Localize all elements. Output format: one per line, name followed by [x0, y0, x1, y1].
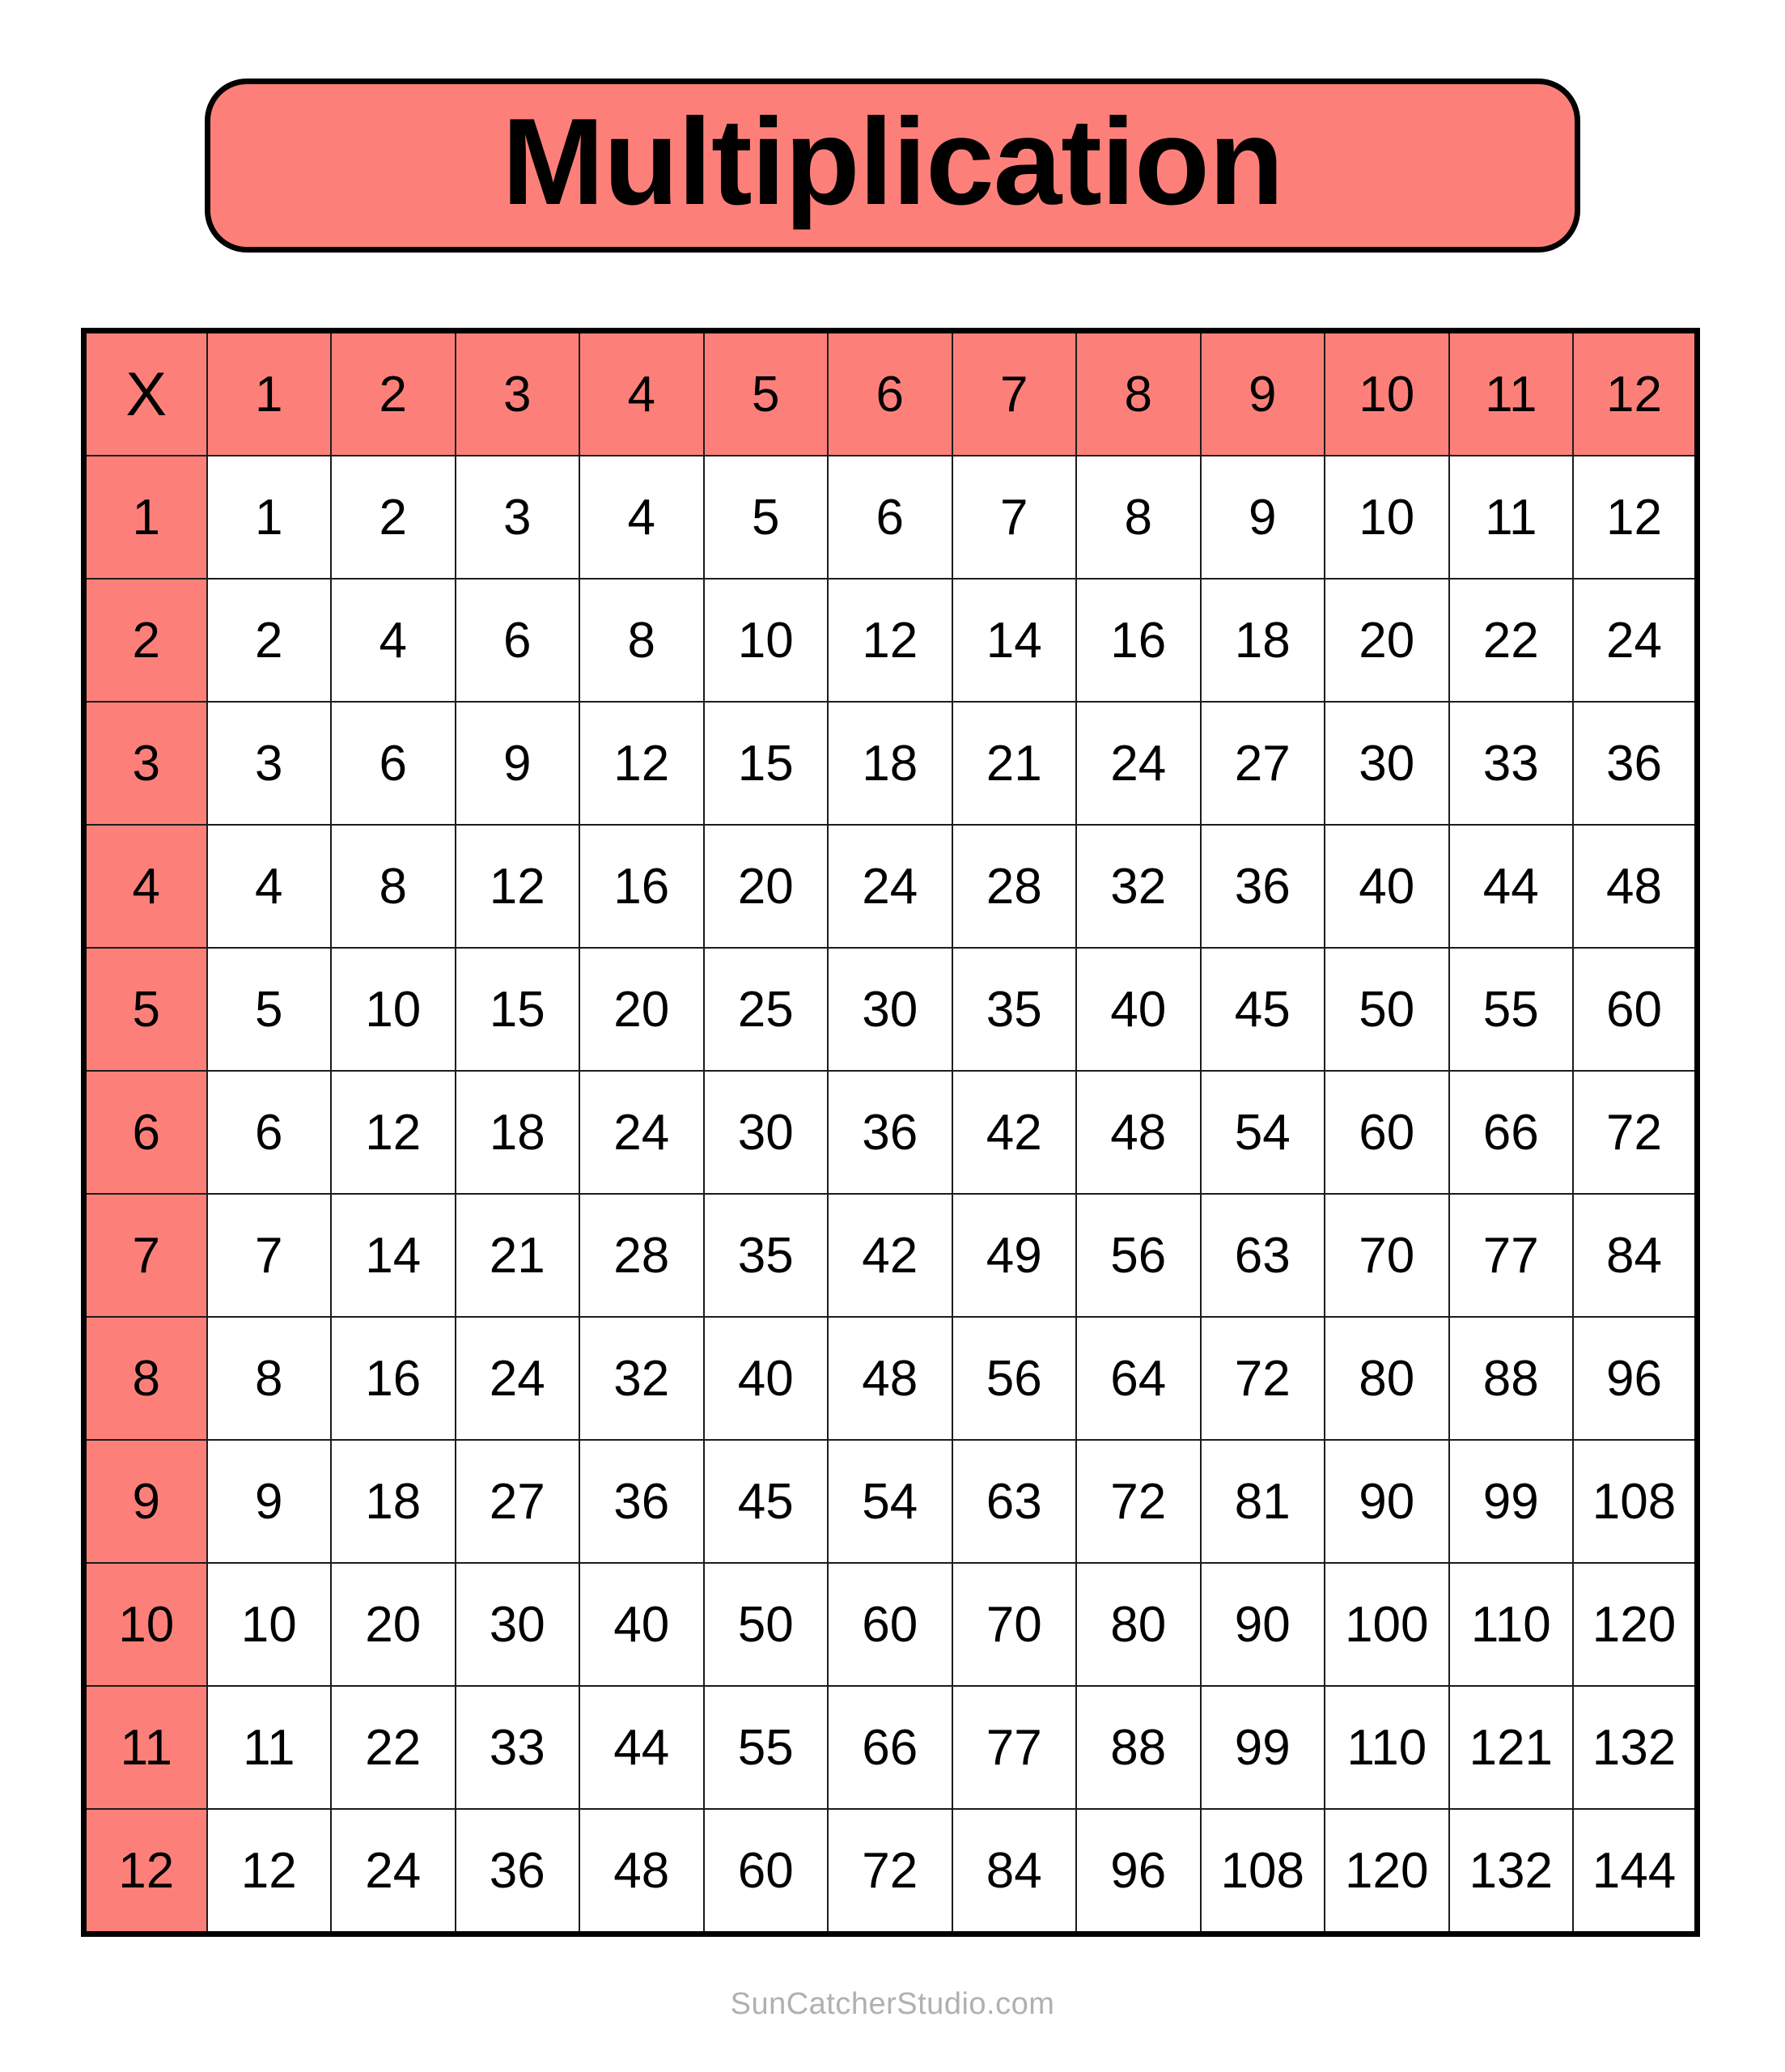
cell-10-4: 40: [579, 1563, 704, 1686]
cell-10-6: 60: [828, 1563, 952, 1686]
cell-2-10: 20: [1325, 579, 1449, 702]
column-header-7: 7: [952, 331, 1077, 456]
table-row: [84, 1563, 1698, 1686]
cell-10-2: 20: [331, 1563, 456, 1686]
cell-10-9: 90: [1201, 1563, 1325, 1686]
cell-11-4: 44: [579, 1686, 704, 1809]
cell-9-5: 45: [704, 1440, 829, 1563]
cell-1-5: 5: [704, 456, 829, 579]
cell-3-1: 3: [207, 702, 332, 825]
cell-5-5: 25: [704, 948, 829, 1071]
cell-1-12: 12: [1573, 456, 1698, 579]
column-header-2: 2: [331, 331, 456, 456]
cell-12-6: 72: [828, 1809, 952, 1934]
cell-8-9: 72: [1201, 1317, 1325, 1440]
cell-4-1: 4: [207, 825, 332, 948]
cell-6-3: 18: [456, 1071, 580, 1194]
cell-10-11: 110: [1449, 1563, 1574, 1686]
cell-9-10: 90: [1325, 1440, 1449, 1563]
cell-8-7: 56: [952, 1317, 1077, 1440]
cell-6-2: 12: [331, 1071, 456, 1194]
cell-6-5: 30: [704, 1071, 829, 1194]
cell-2-4: 8: [579, 579, 704, 702]
cell-9-9: 81: [1201, 1440, 1325, 1563]
cell-3-11: 33: [1449, 702, 1574, 825]
cell-4-6: 24: [828, 825, 952, 948]
table-row: [84, 1071, 1698, 1194]
cell-4-11: 44: [1449, 825, 1574, 948]
row-header-9: 9: [84, 1440, 207, 1563]
cell-7-2: 14: [331, 1194, 456, 1317]
row-header-5: 5: [84, 948, 207, 1071]
cell-5-8: 40: [1076, 948, 1201, 1071]
cell-11-1: 11: [207, 1686, 332, 1809]
cell-7-10: 70: [1325, 1194, 1449, 1317]
cell-12-5: 60: [704, 1809, 829, 1934]
cell-3-6: 18: [828, 702, 952, 825]
cell-5-12: 60: [1573, 948, 1698, 1071]
table-header-row: [84, 331, 1698, 456]
cell-8-10: 80: [1325, 1317, 1449, 1440]
cell-4-9: 36: [1201, 825, 1325, 948]
column-header-6: 6: [828, 331, 952, 456]
column-header-12: 12: [1573, 331, 1698, 456]
row-header-4: 4: [84, 825, 207, 948]
table-row: [84, 1194, 1698, 1317]
multiplication-table: [81, 328, 1700, 1937]
cell-11-8: 88: [1076, 1686, 1201, 1809]
page-title: Multiplication: [502, 92, 1283, 231]
cell-8-6: 48: [828, 1317, 952, 1440]
cell-9-11: 99: [1449, 1440, 1574, 1563]
cell-2-8: 16: [1076, 579, 1201, 702]
column-header-10: 10: [1325, 331, 1449, 456]
cell-1-9: 9: [1201, 456, 1325, 579]
cell-12-4: 48: [579, 1809, 704, 1934]
cell-11-9: 99: [1201, 1686, 1325, 1809]
row-header-8: 8: [84, 1317, 207, 1440]
table-row: [84, 948, 1698, 1071]
row-header-10: 10: [84, 1563, 207, 1686]
cell-7-9: 63: [1201, 1194, 1325, 1317]
cell-6-4: 24: [579, 1071, 704, 1194]
cell-10-7: 70: [952, 1563, 1077, 1686]
cell-10-3: 30: [456, 1563, 580, 1686]
cell-6-8: 48: [1076, 1071, 1201, 1194]
cell-8-8: 64: [1076, 1317, 1201, 1440]
cell-1-6: 6: [828, 456, 952, 579]
cell-3-7: 21: [952, 702, 1077, 825]
cell-12-9: 108: [1201, 1809, 1325, 1934]
cell-6-7: 42: [952, 1071, 1077, 1194]
cell-12-2: 24: [331, 1809, 456, 1934]
cell-3-8: 24: [1076, 702, 1201, 825]
row-header-6: 6: [84, 1071, 207, 1194]
table-row: [84, 1809, 1698, 1934]
row-header-3: 3: [84, 702, 207, 825]
cell-12-3: 36: [456, 1809, 580, 1934]
title-banner-container: [205, 79, 1580, 253]
cell-9-7: 63: [952, 1440, 1077, 1563]
cell-2-3: 6: [456, 579, 580, 702]
cell-4-3: 12: [456, 825, 580, 948]
cell-8-2: 16: [331, 1317, 456, 1440]
cell-6-1: 6: [207, 1071, 332, 1194]
cell-4-2: 8: [331, 825, 456, 948]
cell-10-8: 80: [1076, 1563, 1201, 1686]
cell-12-7: 84: [952, 1809, 1077, 1934]
cell-8-11: 88: [1449, 1317, 1574, 1440]
cell-4-10: 40: [1325, 825, 1449, 948]
cell-9-3: 27: [456, 1440, 580, 1563]
cell-3-10: 30: [1325, 702, 1449, 825]
cell-11-3: 33: [456, 1686, 580, 1809]
cell-8-3: 24: [456, 1317, 580, 1440]
cell-2-7: 14: [952, 579, 1077, 702]
cell-2-2: 4: [331, 579, 456, 702]
cell-12-10: 120: [1325, 1809, 1449, 1934]
cell-2-11: 22: [1449, 579, 1574, 702]
cell-5-11: 55: [1449, 948, 1574, 1071]
cell-7-8: 56: [1076, 1194, 1201, 1317]
cell-6-9: 54: [1201, 1071, 1325, 1194]
table-row: [84, 702, 1698, 825]
cell-3-12: 36: [1573, 702, 1698, 825]
cell-3-2: 6: [331, 702, 456, 825]
cell-1-11: 11: [1449, 456, 1574, 579]
table-row: [84, 1440, 1698, 1563]
cell-1-10: 10: [1325, 456, 1449, 579]
cell-5-6: 30: [828, 948, 952, 1071]
cell-12-1: 12: [207, 1809, 332, 1934]
cell-10-5: 50: [704, 1563, 829, 1686]
cell-3-3: 9: [456, 702, 580, 825]
cell-6-11: 66: [1449, 1071, 1574, 1194]
cell-7-7: 49: [952, 1194, 1077, 1317]
footer-credit: SunCatcherStudio.com: [730, 1987, 1055, 2021]
row-header-12: 12: [84, 1809, 207, 1934]
table-header: [84, 331, 1698, 456]
cell-1-8: 8: [1076, 456, 1201, 579]
multiplication-table-container: [81, 328, 1699, 1937]
cell-1-7: 7: [952, 456, 1077, 579]
cell-3-4: 12: [579, 702, 704, 825]
cell-2-1: 2: [207, 579, 332, 702]
cell-1-4: 4: [579, 456, 704, 579]
cell-5-10: 50: [1325, 948, 1449, 1071]
cell-8-5: 40: [704, 1317, 829, 1440]
cell-2-9: 18: [1201, 579, 1325, 702]
cell-11-5: 55: [704, 1686, 829, 1809]
cell-8-1: 8: [207, 1317, 332, 1440]
cell-6-10: 60: [1325, 1071, 1449, 1194]
cell-10-10: 100: [1325, 1563, 1449, 1686]
cell-9-4: 36: [579, 1440, 704, 1563]
cell-4-5: 20: [704, 825, 829, 948]
cell-7-5: 35: [704, 1194, 829, 1317]
cell-1-2: 2: [331, 456, 456, 579]
cell-11-7: 77: [952, 1686, 1077, 1809]
cell-2-12: 24: [1573, 579, 1698, 702]
column-header-5: 5: [704, 331, 829, 456]
cell-11-10: 110: [1325, 1686, 1449, 1809]
cell-2-5: 10: [704, 579, 829, 702]
row-header-11: 11: [84, 1686, 207, 1809]
table-row: [84, 825, 1698, 948]
column-header-1: 1: [207, 331, 332, 456]
cell-11-11: 121: [1449, 1686, 1574, 1809]
title-banner: [205, 79, 1580, 253]
cell-6-6: 36: [828, 1071, 952, 1194]
cell-11-6: 66: [828, 1686, 952, 1809]
cell-12-12: 144: [1573, 1809, 1698, 1934]
cell-3-5: 15: [704, 702, 829, 825]
cell-12-11: 132: [1449, 1809, 1574, 1934]
cell-7-1: 7: [207, 1194, 332, 1317]
cell-5-2: 10: [331, 948, 456, 1071]
cell-10-1: 10: [207, 1563, 332, 1686]
cell-4-8: 32: [1076, 825, 1201, 948]
column-header-8: 8: [1076, 331, 1201, 456]
cell-9-12: 108: [1573, 1440, 1698, 1563]
cell-12-8: 96: [1076, 1809, 1201, 1934]
cell-7-12: 84: [1573, 1194, 1698, 1317]
table-row: [84, 579, 1698, 702]
table-row: [84, 1317, 1698, 1440]
cell-5-9: 45: [1201, 948, 1325, 1071]
table-row: [84, 1686, 1698, 1809]
cell-7-6: 42: [828, 1194, 952, 1317]
cell-4-4: 16: [579, 825, 704, 948]
row-header-1: 1: [84, 456, 207, 579]
cell-8-12: 96: [1573, 1317, 1698, 1440]
table-corner-cell: X: [84, 331, 207, 456]
cell-1-3: 3: [456, 456, 580, 579]
cell-9-6: 54: [828, 1440, 952, 1563]
cell-11-12: 132: [1573, 1686, 1698, 1809]
cell-10-12: 120: [1573, 1563, 1698, 1686]
cell-11-2: 22: [331, 1686, 456, 1809]
column-header-4: 4: [579, 331, 704, 456]
table-body: [84, 456, 1698, 1934]
cell-2-6: 12: [828, 579, 952, 702]
cell-1-1: 1: [207, 456, 332, 579]
cell-7-4: 28: [579, 1194, 704, 1317]
cell-6-12: 72: [1573, 1071, 1698, 1194]
cell-7-11: 77: [1449, 1194, 1574, 1317]
cell-5-1: 5: [207, 948, 332, 1071]
row-header-7: 7: [84, 1194, 207, 1317]
cell-5-3: 15: [456, 948, 580, 1071]
cell-3-9: 27: [1201, 702, 1325, 825]
cell-5-7: 35: [952, 948, 1077, 1071]
cell-9-1: 9: [207, 1440, 332, 1563]
column-header-11: 11: [1449, 331, 1574, 456]
cell-9-2: 18: [331, 1440, 456, 1563]
column-header-9: 9: [1201, 331, 1325, 456]
cell-9-8: 72: [1076, 1440, 1201, 1563]
cell-5-4: 20: [579, 948, 704, 1071]
column-header-3: 3: [456, 331, 580, 456]
cell-8-4: 32: [579, 1317, 704, 1440]
cell-4-12: 48: [1573, 825, 1698, 948]
row-header-2: 2: [84, 579, 207, 702]
cell-4-7: 28: [952, 825, 1077, 948]
cell-7-3: 21: [456, 1194, 580, 1317]
table-row: [84, 456, 1698, 579]
